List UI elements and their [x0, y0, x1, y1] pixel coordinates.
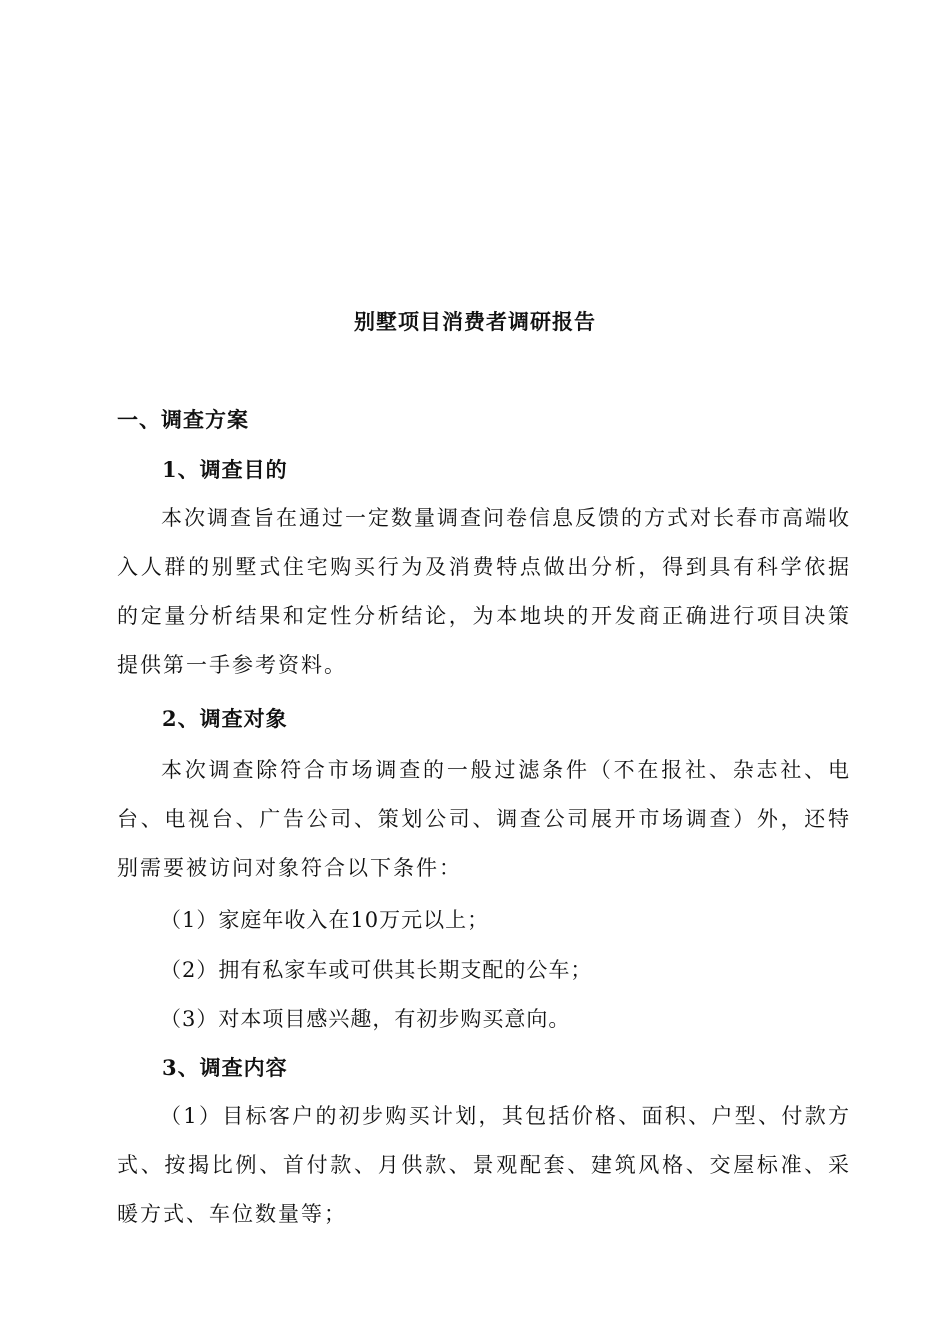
subsection-heading-content: 3、调查内容 — [162, 1055, 288, 1080]
paragraph-purpose: 本次调查旨在通过一定数量调查问卷信息反馈的方式对长春市高端收入人群的别墅式住宅购买行为及消费特点做出分析，得到具有科学依据的定量分析结果和定性分析结论，为本地块的开发商正确进行项目决策提供第一手参考资料。 — [117, 506, 851, 677]
paragraph-content: （1）目标客户的初步购买计划，其包括价格、面积、户型、付款方式、按揭比例、首付款、月供款、景观配套、建筑风格、交屋标准、采暖方式、车位数量等； — [117, 1104, 851, 1226]
document-title: 别墅项目消费者调研报告 — [354, 309, 596, 334]
condition-item-2: （2）拥有私家车或可供其长期支配的公车； — [160, 958, 593, 982]
condition-item-3: （3）对本项目感兴趣，有初步购买意向。 — [160, 1007, 571, 1031]
subsection-heading-purpose: 1、调查目的 — [162, 457, 288, 482]
condition-item-1: （1）家庭年收入在10万元以上； — [160, 908, 490, 932]
paragraph-subjects: 本次调查除符合市场调查的一般过滤条件（不在报社、杂志社、电台、电视台、广告公司、策划公司、调查公司展开市场调查）外，还特别需要被访问对象符合以下条件： — [117, 758, 851, 880]
subsection-heading-subjects: 2、调查对象 — [162, 706, 288, 731]
section-heading-survey-plan: 一、调查方案 — [117, 407, 249, 432]
